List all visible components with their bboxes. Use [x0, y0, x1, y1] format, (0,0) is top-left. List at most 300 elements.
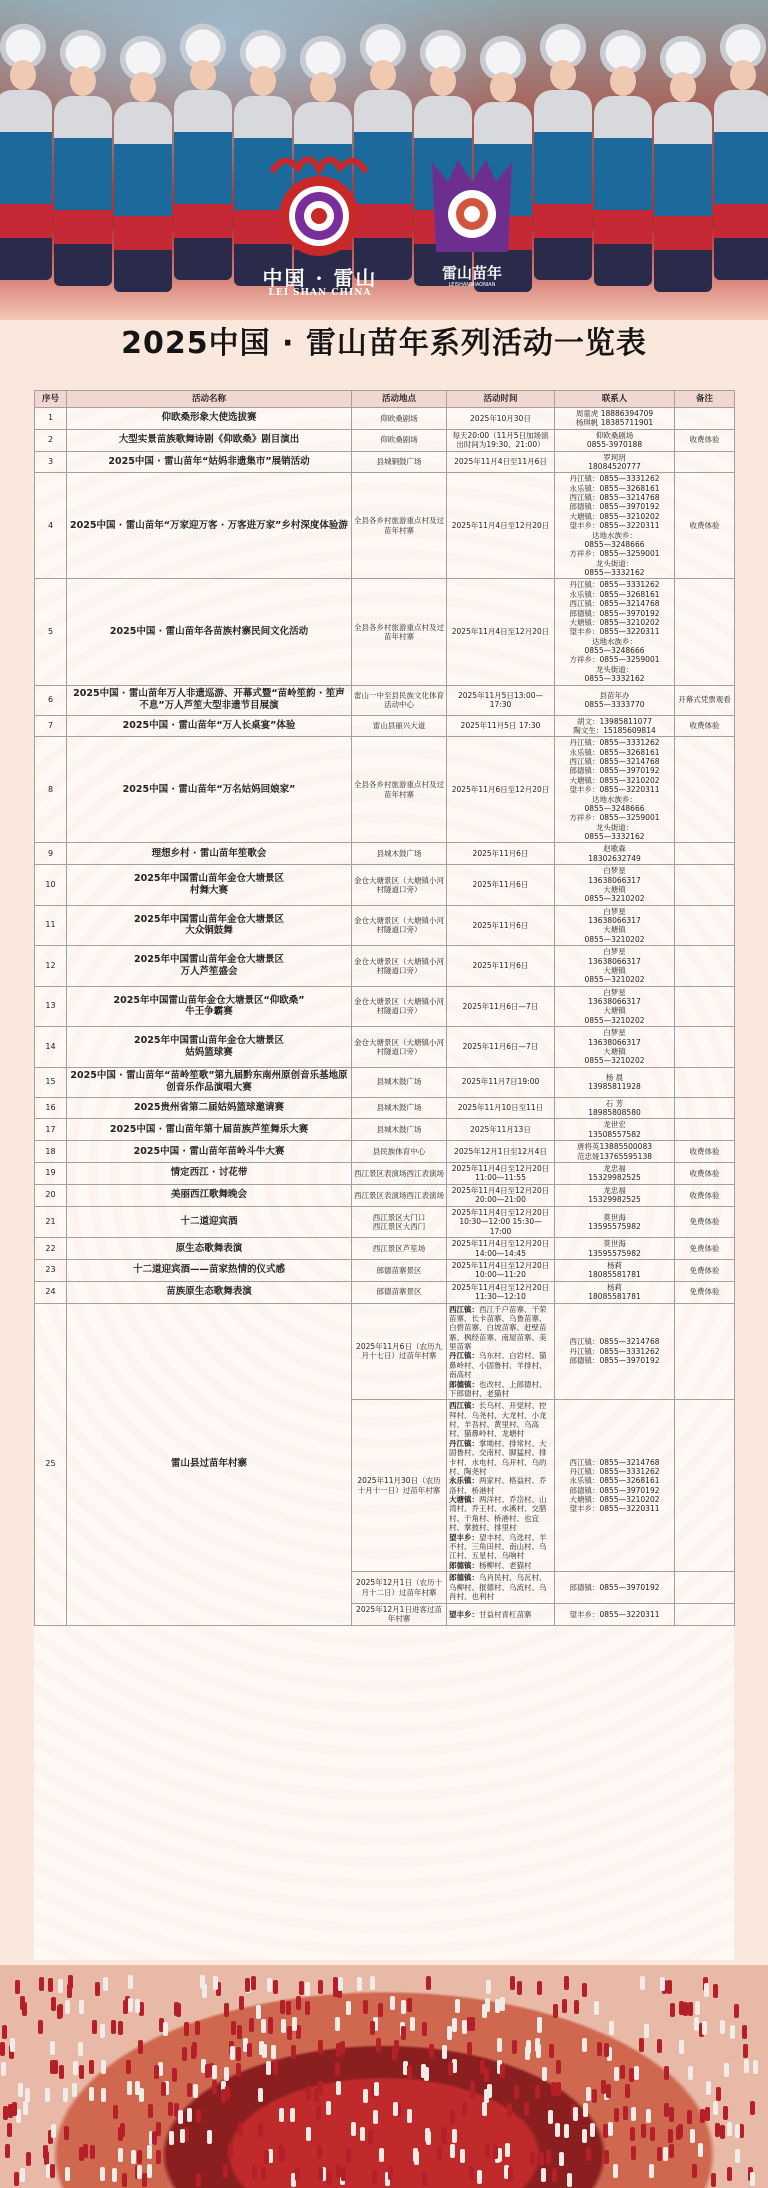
silver-headdress: [418, 24, 468, 72]
town-label: 永乐镇：: [449, 1476, 479, 1486]
dancer-figure: [687, 2110, 692, 2124]
table-row: [35, 1281, 735, 1303]
dancer-figure: [620, 2065, 625, 2079]
dancer-figure: [548, 2110, 553, 2124]
face: [730, 60, 756, 90]
activity-name: 2025中国 · 雷山苗年第十届苗族芦笙舞乐大赛: [67, 1119, 352, 1141]
activity-place: 县城木鼓广场: [352, 1067, 447, 1097]
dancer-figure: [363, 2089, 368, 2103]
dancer-figure: [187, 2108, 192, 2122]
row-number: 13: [35, 986, 67, 1027]
dancer-figure: [512, 2040, 517, 2054]
activity-note: [675, 1572, 735, 1604]
dancer-figure: [100, 2167, 105, 2181]
dancer-figure: [126, 2060, 131, 2074]
dancer-figure: [669, 2108, 674, 2122]
table-row: [35, 1238, 735, 1260]
dancer-figure: [667, 1980, 672, 1994]
dancer-figure: [657, 2039, 662, 2053]
logo-right-en: LEISHANMIAONIAN: [448, 282, 496, 288]
activity-note: 免费体验: [675, 1206, 735, 1237]
dancer-figure: [401, 2000, 406, 2014]
dancer-figure: [318, 2167, 323, 2181]
dancer-figure: [590, 2123, 595, 2137]
dancer-figure: [79, 2147, 84, 2161]
activity-place: 郎德苗寨景区: [352, 1260, 447, 1282]
table-body: [35, 408, 735, 1626]
dancer-figure: [508, 2167, 513, 2181]
table-row: [35, 473, 735, 579]
activity-contact: 白梦星 13638066317 大塘镇 0855—3210202: [555, 1027, 675, 1068]
dancer-figure: [646, 2109, 651, 2123]
village-group: [449, 1561, 552, 1570]
town-label: 丹江镇：: [449, 1351, 479, 1361]
activity-name: 2025贵州省第二届姑妈篮球邀请赛: [67, 1097, 352, 1119]
activity-name: 原生态歌舞表演: [67, 1238, 352, 1260]
silver-headdress: [178, 18, 228, 66]
activity-place: 雷山县丽兴大道: [352, 715, 447, 737]
dancer-figure: [316, 2106, 321, 2120]
table-row: [35, 905, 735, 946]
activity-name: 理想乡村 · 雷山苗年笙歌会: [67, 843, 352, 865]
dancer-figure: [127, 2081, 132, 2095]
dancer-figure: [67, 1984, 72, 1998]
dancer-figure: [363, 2000, 368, 2014]
col-header-contact: 联系人: [555, 391, 675, 408]
schedule-table: [34, 390, 735, 1626]
dancer-figure: [20, 1996, 25, 2010]
dancer-figure: [249, 2018, 254, 2032]
dancer-figure: [631, 2146, 636, 2160]
dancer-figure: [291, 2045, 296, 2059]
face: [310, 72, 336, 102]
dancer-figure: [230, 2046, 235, 2060]
dancer-figure: [407, 2065, 412, 2079]
row-number: 8: [35, 737, 67, 843]
silver-headdress: [358, 18, 408, 66]
dancer-figure: [735, 2149, 740, 2163]
activity-place: 金仓大塘景区（大塘镇小河村隧道口旁）: [352, 946, 447, 987]
dancer-figure: [734, 2004, 739, 2018]
village-group: [449, 1439, 552, 1477]
dancer-figure: [305, 1982, 310, 1996]
silver-headdress: [298, 30, 348, 78]
town-label: 大塘镇：: [449, 1495, 479, 1504]
dancer-figure: [425, 2128, 430, 2142]
dancer-figure: [45, 2088, 50, 2102]
activity-contact: 望丰乡：0855—3220311: [555, 1604, 675, 1626]
dancer-figure: [182, 2047, 187, 2061]
dancer-figure: [455, 1999, 460, 2013]
dancer-figure: [5, 2144, 10, 2158]
dancer-figure: [231, 2021, 236, 2035]
activity-time: 2025年11月4日至12月20日 20:00—21:00: [447, 1184, 555, 1206]
activity-place: 金仓大塘景区（大塘镇小河村隧道口旁）: [352, 905, 447, 946]
row-number: 24: [35, 1281, 67, 1303]
dancer-figure: [251, 1976, 256, 1990]
dancer-figure: [664, 2066, 669, 2080]
dancer-figure: [500, 1997, 505, 2011]
logo-left-en: LEI SHAN CHINA: [268, 288, 372, 298]
dancer-figure: [65, 2167, 70, 2181]
activity-time: 2025年11月4日至12月20日 11:00—11:55: [447, 1162, 555, 1184]
dancer-figure: [706, 2081, 711, 2095]
dancer-figure: [273, 1980, 278, 1994]
dancer-figure: [346, 2149, 351, 2163]
table-row: [35, 946, 735, 987]
dancer-figure: [582, 2038, 587, 2052]
village-names: 望丰村、乌选村、羊不村、三角田村、南山村、乌江村、五星村、乌响村: [449, 1532, 547, 1561]
performer-figure: [110, 30, 176, 290]
dancer-figure: [541, 2168, 546, 2182]
dancer-figure: [256, 2005, 261, 2019]
dancer-figure: [65, 2000, 70, 2014]
dancer-figure: [639, 2038, 644, 2052]
dancer-figure: [224, 2003, 229, 2017]
dancer-figure: [101, 2088, 106, 2102]
dancer-figure: [2, 2025, 7, 2039]
village-list: [447, 1303, 555, 1400]
dancer-figure: [530, 2151, 535, 2165]
activity-place: 县城铜鼓广场: [352, 451, 447, 473]
dancer-figure: [50, 2164, 55, 2178]
dancer-figure: [336, 2081, 341, 2095]
dancer-figure: [236, 2063, 241, 2077]
activity-note: [675, 408, 735, 430]
activity-name: 大型实景苗族歌舞诗剧《仰欧桑》剧目演出: [67, 429, 352, 451]
dancer-figure: [238, 2122, 243, 2136]
dancer-figure: [556, 2082, 561, 2096]
dancer-figure: [72, 2083, 77, 2097]
activity-contact: 丹江镇：0855—3331262 永乐镇：0855—3268161 西江镇：0855—3214768 郎德镇：0855—3970192 大塘镇：0855—3210202 望丰乡：0855—3220311 达地水族乡： 0855—3248666 方祥乡：0855—3259001 龙头街道： 0855—3332162: [555, 737, 675, 843]
dancer-figure: [702, 2021, 707, 2035]
activity-note: [675, 865, 735, 906]
miao-year-date: 2025年11月6日（农历九月十七日）过苗年村寨: [352, 1303, 447, 1400]
dancer-figure: [128, 1975, 133, 1989]
dancer-figure: [388, 2166, 393, 2180]
dancer-figure: [713, 1984, 718, 1998]
dancer-figure: [318, 2040, 323, 2054]
dancer-figure: [750, 2101, 755, 2115]
activity-name: 2025年中国雷山苗年金仓大塘景区“仰欧桑” 牛王争霸赛: [67, 986, 352, 1027]
dancer-figure: [318, 1980, 323, 1994]
col-header-note: 备注: [675, 391, 735, 408]
table-row: [35, 843, 735, 865]
silver-headdress: [718, 18, 768, 66]
activity-note: [675, 737, 735, 843]
dancer-figure: [48, 1978, 53, 1992]
dancer-figure: [137, 2150, 142, 2164]
dancer-figure: [178, 2110, 183, 2124]
dancer-figure: [373, 2110, 378, 2124]
dancer-figure: [26, 2152, 31, 2166]
costume: [174, 90, 232, 280]
dancer-figure: [239, 1996, 244, 2010]
miao-year-date: 2025年11月30日（农历十月十一日）过苗年村寨: [352, 1400, 447, 1572]
dancer-figure: [586, 2087, 591, 2101]
dancer-figure: [335, 2062, 340, 2076]
village-names: 两洋村、乔岱村、山湾村、乔王村、水溪村、交腊村、干角村、桥港村、也宜村、掌披村、排里村: [449, 1495, 547, 1533]
activity-name: 2025中国 · 雷山苗年“万名姑妈回娘家”: [67, 737, 352, 843]
dancer-figure: [184, 2022, 189, 2036]
village-names: 长乌村、开觉村、控拜村、乌尧村、大龙村、小龙村、羊吾村、黄里村、乌高村、猫鼻岭村、龙塘村: [449, 1401, 547, 1439]
dancer-figure: [724, 2063, 729, 2077]
miao-year-date: 2025年12月1日（农历十月十二日）过苗年村寨: [352, 1572, 447, 1604]
village-group: [449, 1351, 552, 1379]
dancer-figure: [25, 2088, 30, 2102]
dancer-figure: [720, 2125, 725, 2139]
dancer-figure: [50, 2041, 55, 2055]
dancer-figure: [259, 2041, 264, 2055]
village-names: 西江千户苗寨、干荣苗寨、长卡苗寨、乌鲁苗寨、白碧苗寨、白坡苗寨、赶壁苗寨、枫经苗寨、南屋苗寨、美里苗寨: [449, 1304, 547, 1351]
dancer-figure: [205, 2064, 210, 2078]
dancer-figure: [64, 2126, 69, 2140]
dancer-figure: [200, 1975, 205, 1989]
activity-place: 仰欧桑剧场: [352, 408, 447, 430]
logo-left-cn: 中国 · 雷山: [262, 266, 378, 290]
dancer-figure: [306, 2086, 311, 2100]
activity-contact: 白梦星 13638066317 大塘镇 0855—3210202: [555, 865, 675, 906]
activity-note: 收费体验: [675, 1141, 735, 1163]
dancer-figure: [351, 2122, 356, 2136]
dancer-figure: [147, 2164, 152, 2178]
village-names: 杨柳村、老猫村: [479, 1560, 532, 1570]
village-group: [449, 1401, 552, 1439]
table-header-row: [35, 391, 735, 408]
activity-time: 2025年11月4日至11月6日: [447, 451, 555, 473]
activity-place: 西江景区芦笙场: [352, 1238, 447, 1260]
dancer-figure: [546, 2150, 551, 2164]
silver-headdress: [0, 18, 48, 66]
activity-name: 情定西江 · 讨花带: [67, 1162, 352, 1184]
dancer-figure: [287, 2026, 292, 2040]
dancer-figure: [507, 2103, 512, 2117]
activity-contact: 赵歌森 18302632749: [555, 843, 675, 865]
dancer-figure: [290, 2108, 295, 2122]
activity-place: 全县各乡村旅游重点村及过苗年村寨: [352, 473, 447, 579]
activity-name: 十二道迎宾酒——苗家热情的仪式感: [67, 1260, 352, 1282]
dancer-figure: [228, 2143, 233, 2157]
dancer-figure: [368, 2130, 373, 2144]
village-list: [447, 1572, 555, 1604]
dancer-figure: [317, 2145, 322, 2159]
dancer-figure: [1, 2062, 6, 2076]
dancer-figure: [663, 2147, 668, 2161]
table-row: [35, 1097, 735, 1119]
activity-name: 雷山县过苗年村寨: [67, 1303, 352, 1625]
dancer-figure: [163, 2022, 168, 2036]
performer-figure: [710, 18, 768, 278]
dancer-figure: [379, 2148, 384, 2162]
dancer-figure: [716, 2087, 721, 2101]
activity-contact: 罗珂玥 18084520777: [555, 451, 675, 473]
dancer-figure: [372, 2170, 377, 2184]
dancer-figure: [407, 1998, 412, 2012]
table-row: [35, 715, 735, 737]
activity-time: 2025年11月6日—7日: [447, 1027, 555, 1068]
dancer-figure: [374, 2082, 379, 2096]
activity-name: 美丽西江歌舞晚会: [67, 1184, 352, 1206]
dancer-figure: [634, 2066, 639, 2080]
dancer-figure: [413, 2148, 418, 2162]
activity-name: 2025中国 · 雷山苗年万人非遗巡游、开幕式暨“苗岭笙韵 · 笙声不息”万人芦笙大型非遗节目展演: [67, 685, 352, 715]
activity-note: [675, 905, 735, 946]
dancer-figure: [142, 2173, 147, 2187]
silver-headdress: [118, 30, 168, 78]
face: [190, 60, 216, 90]
dancer-figure: [497, 2038, 502, 2052]
row-number: 2: [35, 429, 67, 451]
table-row: [35, 1119, 735, 1141]
activity-time: 2025年11月6日—7日: [447, 986, 555, 1027]
dancer-figure: [604, 2150, 609, 2164]
dancer-figure: [378, 2003, 383, 2017]
dancer-figure: [448, 2062, 453, 2076]
dancer-figure: [306, 2127, 311, 2141]
col-header-name: 活动名称: [67, 391, 352, 408]
village-group: [449, 1533, 552, 1561]
costume: [594, 96, 652, 286]
activity-contact: 白梦星 13638066317 大塘镇 0855—3210202: [555, 986, 675, 1027]
dancer-figure: [486, 1980, 491, 1994]
dancer-figure: [118, 2021, 123, 2035]
row-number: 25: [35, 1303, 67, 1625]
costume: [0, 90, 52, 280]
dancer-figure: [669, 2144, 674, 2158]
dancer-figure: [603, 2124, 608, 2138]
activity-note: [675, 579, 735, 685]
row-number: 5: [35, 579, 67, 685]
dancer-figure: [704, 1983, 709, 1997]
activity-contact: 龙忠福 15329982525: [555, 1162, 675, 1184]
dancer-figure: [695, 2001, 700, 2015]
dancer-figure: [43, 2145, 48, 2159]
activity-note: [675, 1604, 735, 1626]
dancer-figure: [678, 2124, 683, 2138]
dancer-figure: [357, 1977, 362, 1991]
dancer-figure: [131, 2150, 136, 2164]
activity-note: 免费体验: [675, 1281, 735, 1303]
costume: [54, 96, 112, 286]
activity-time: 2025年11月13日: [447, 1119, 555, 1141]
activity-contact: 杨 晨 13985811928: [555, 1067, 675, 1097]
dancer-figure: [113, 2105, 118, 2119]
dancer-figure: [735, 2124, 740, 2138]
dancer-figure: [462, 2102, 467, 2116]
activity-name: 2025中国 · 雷山苗年“万家迎万客 · 万客进万家”乡村深度体验游: [67, 473, 352, 579]
dancer-figure: [18, 2083, 23, 2097]
face: [610, 66, 636, 96]
dancer-figure: [753, 2060, 758, 2074]
dancer-figure: [252, 2165, 257, 2179]
dancer-figure: [583, 2103, 588, 2117]
dancer-figure: [14, 2172, 19, 2186]
dancer-figure: [333, 1977, 338, 1991]
village-names: 甘益村青杠苗寨: [479, 1609, 532, 1619]
activity-time: 2025年11月6日: [447, 865, 555, 906]
activity-place: 西江景区表演场西江表演场: [352, 1162, 447, 1184]
face: [250, 66, 276, 96]
dancer-figure: [393, 2102, 398, 2116]
town-label: 西江镇：: [449, 1304, 479, 1314]
dancer-figure: [266, 2061, 271, 2075]
village-names: 也改村、上郎德村、下郎德村、老猫村: [449, 1379, 547, 1398]
dancer-figure: [670, 2003, 675, 2017]
activity-note: [675, 1027, 735, 1068]
dancer-figure: [267, 1978, 272, 1992]
dancer-figure: [401, 2026, 406, 2040]
dancer-figure: [78, 2042, 83, 2056]
activity-name: 2025年中国雷山苗年金仓大塘景区 万人芦笙盛会: [67, 946, 352, 987]
dancer-figure: [537, 1981, 542, 1995]
activity-note: 开幕式凭票观看: [675, 685, 735, 715]
activity-note: [675, 1400, 735, 1572]
activity-name: 2025中国 · 雷山苗年“万人长桌宴”体验: [67, 715, 352, 737]
performer-figure: [50, 24, 116, 284]
activity-note: 收费体验: [675, 473, 735, 579]
village-group: [449, 1495, 552, 1533]
village-group: [449, 1476, 552, 1495]
dancer-figure: [237, 2025, 242, 2039]
row-number: 19: [35, 1162, 67, 1184]
activity-place: 县城木鼓广场: [352, 1097, 447, 1119]
activity-contact: 丹江镇：0855—3331262 永乐镇：0855—3268161 西江镇：0855—3214768 郎德镇：0855—3970192 大塘镇：0855—3210202 望丰乡：0855—3220311 达地水族乡： 0855—3248666 方祥乡：0855—3259001 龙头街道： 0855—3332162: [555, 473, 675, 579]
dancer-figure: [268, 2017, 273, 2031]
dancer-figure: [122, 2173, 127, 2187]
dancer-figure: [118, 2148, 123, 2162]
dancer-figure: [597, 2042, 602, 2056]
dancer-figure: [15, 1980, 20, 1994]
dancer-figure: [713, 2101, 718, 2115]
activity-time: 每天20:00（11月5日加场演出时间为19:30、21:00）: [447, 429, 555, 451]
town-label: 郎德镇：: [449, 1379, 479, 1389]
dancer-figure: [657, 2147, 662, 2161]
dancer-figure: [390, 1996, 395, 2010]
col-header-place: 活动地点: [352, 391, 447, 408]
activity-contact: 县苗年办 0855—3333770: [555, 685, 675, 715]
face: [430, 66, 456, 96]
dancer-figure: [625, 2084, 630, 2098]
dancer-figure: [514, 2085, 519, 2099]
activity-time: 2025年11月7日19:00: [447, 1067, 555, 1097]
dancer-figure: [89, 2060, 94, 2074]
dancer-figure: [482, 2102, 487, 2116]
activity-place: 金仓大塘景区（大塘镇小河村隧道口旁）: [352, 986, 447, 1027]
dancer-figure: [169, 2131, 174, 2145]
village-names: 乌东村、白岩村、猫鼻岭村、小固鲁村、羊排村、南高村: [449, 1351, 547, 1380]
dancer-figure: [258, 2123, 263, 2137]
activity-place: 西江景区大门口 西江景区大西门: [352, 1206, 447, 1237]
dancer-figure: [744, 2059, 749, 2073]
dancer-figure: [79, 2000, 84, 2014]
activity-name: 2025年中国雷山苗年金仓大塘景区 大众铜鼓舞: [67, 905, 352, 946]
dancer-figure: [196, 2173, 201, 2187]
village-names: 两家村、格益村、乔洛村、桥港村: [449, 1476, 547, 1495]
row-number: 1: [35, 408, 67, 430]
dancer-figure: [152, 2131, 157, 2145]
dancer-figure: [59, 2065, 64, 2079]
dancer-figure: [326, 2101, 331, 2115]
dancer-figure: [273, 2061, 278, 2075]
dancer-figure: [92, 2020, 97, 2034]
dancer-figure: [692, 2164, 697, 2178]
village-list: [447, 1400, 555, 1572]
activity-place: 县城木鼓广场: [352, 1119, 447, 1141]
dancer-figure: [630, 2127, 635, 2141]
activity-note: [675, 451, 735, 473]
activity-note: 收费体验: [675, 1162, 735, 1184]
activity-note: 收费体验: [675, 715, 735, 737]
